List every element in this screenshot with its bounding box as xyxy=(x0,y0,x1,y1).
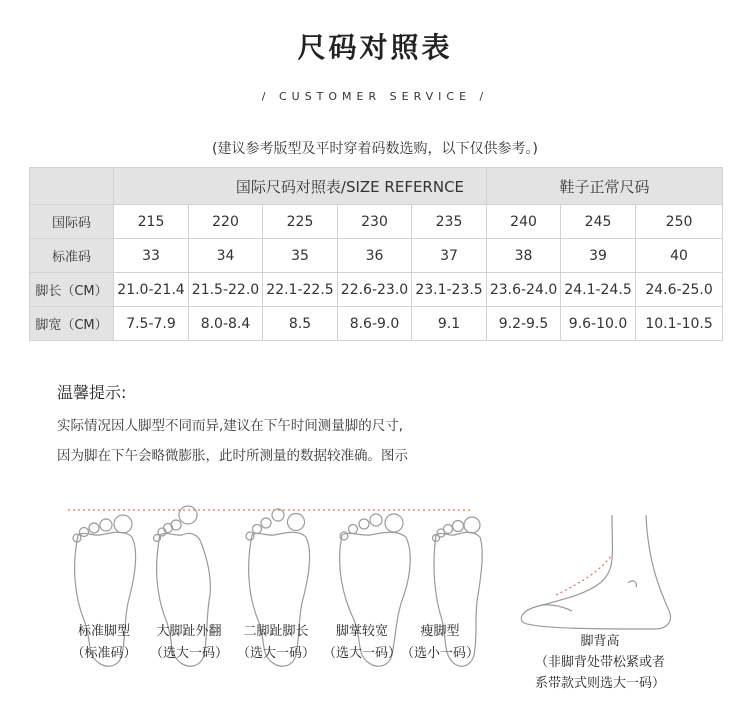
foot-type-advice: （选大一码） xyxy=(236,646,315,661)
foot-type-illustrations xyxy=(0,495,750,720)
table-cell: 220 xyxy=(189,205,263,239)
foot-type-advice: （标准码） xyxy=(71,646,137,661)
row-label: 脚宽（CM） xyxy=(30,307,114,341)
table-cell: 24.1-24.5 xyxy=(561,273,636,307)
table-row xyxy=(30,273,723,307)
table-cell: 215 xyxy=(114,205,189,239)
table-cell: 9.2-9.5 xyxy=(487,307,561,341)
table-cell: 35 xyxy=(263,239,338,273)
instep-caption xyxy=(510,631,690,694)
table-cell: 10.1-10.5 xyxy=(636,307,723,341)
row-label: 标准码 xyxy=(30,239,114,273)
reference-note: (建议参考版型及平时穿着码数选购，以下仅供参考。) xyxy=(212,141,538,157)
table-cell: 36 xyxy=(338,239,412,273)
table-cell: 33 xyxy=(114,239,189,273)
table-row xyxy=(30,239,723,273)
table-cell: 9.1 xyxy=(412,307,487,341)
header-main-cell: 国际尺码对照表/SIZE REFERNCE xyxy=(114,168,487,205)
table-cell: 8.5 xyxy=(263,307,338,341)
foot-type-caption xyxy=(397,621,483,665)
foot-type-caption xyxy=(233,621,319,665)
header-side-cell: 鞋子正常尺码 xyxy=(487,168,723,205)
header-corner-cell xyxy=(30,168,114,205)
subtitle: / CUSTOMER SERVICE / xyxy=(261,90,489,103)
foot-type-caption xyxy=(319,621,405,665)
table-header-row xyxy=(30,168,723,205)
table-cell: 235 xyxy=(412,205,487,239)
foot-type-name: 二脚趾脚长 xyxy=(243,624,309,639)
table-cell: 21.5-22.0 xyxy=(189,273,263,307)
foot-type-advice: （选小一码） xyxy=(400,646,479,661)
table-cell: 22.6-23.0 xyxy=(338,273,412,307)
instep-name: 脚背高 xyxy=(580,634,620,649)
table-cell: 230 xyxy=(338,205,412,239)
table-cell: 245 xyxy=(561,205,636,239)
table-cell: 9.6-10.0 xyxy=(561,307,636,341)
page-title: 尺码对照表 xyxy=(297,31,453,64)
table-cell: 37 xyxy=(412,239,487,273)
table-cell: 40 xyxy=(636,239,723,273)
size-chart-table xyxy=(29,167,723,341)
table-cell: 225 xyxy=(263,205,338,239)
table-cell: 8.6-9.0 xyxy=(338,307,412,341)
foot-type-advice: （选大一码） xyxy=(149,646,228,661)
table-cell: 23.6-24.0 xyxy=(487,273,561,307)
instep-advice-line: 系带款式则选大一码） xyxy=(534,676,665,691)
table-cell: 24.6-25.0 xyxy=(636,273,723,307)
foot-type-name: 瘦脚型 xyxy=(420,624,460,639)
table-cell: 240 xyxy=(487,205,561,239)
foot-type-name: 标准脚型 xyxy=(77,624,130,639)
tips-line: 因为脚在下午会略微膨胀，此时所测量的数据较准确。图示 xyxy=(57,448,408,464)
tips-line: 实际情况因人脚型不同而异,建议在下午时间测量脚的尺寸, xyxy=(57,418,404,434)
table-cell: 22.1-22.5 xyxy=(263,273,338,307)
row-label: 国际码 xyxy=(30,205,114,239)
table-cell: 250 xyxy=(636,205,723,239)
foot-type-caption xyxy=(61,621,147,665)
foot-type-caption xyxy=(146,621,232,665)
table-row xyxy=(30,307,723,341)
table-cell: 39 xyxy=(561,239,636,273)
row-label: 脚长（CM） xyxy=(30,273,114,307)
table-row xyxy=(30,205,723,239)
table-cell: 21.0-21.4 xyxy=(114,273,189,307)
high-instep-side-icon xyxy=(521,515,670,629)
tips-title: 温馨提示: xyxy=(57,383,127,402)
table-cell: 8.0-8.4 xyxy=(189,307,263,341)
table-cell: 23.1-23.5 xyxy=(412,273,487,307)
foot-type-name: 脚掌较宽 xyxy=(335,624,388,639)
foot-type-name: 大脚趾外翻 xyxy=(156,624,222,639)
table-cell: 34 xyxy=(189,239,263,273)
instep-advice-line: （非脚背处带松紧或者 xyxy=(534,655,665,670)
table-cell: 7.5-7.9 xyxy=(114,307,189,341)
table-cell: 38 xyxy=(487,239,561,273)
foot-type-advice: （选大一码） xyxy=(322,646,401,661)
